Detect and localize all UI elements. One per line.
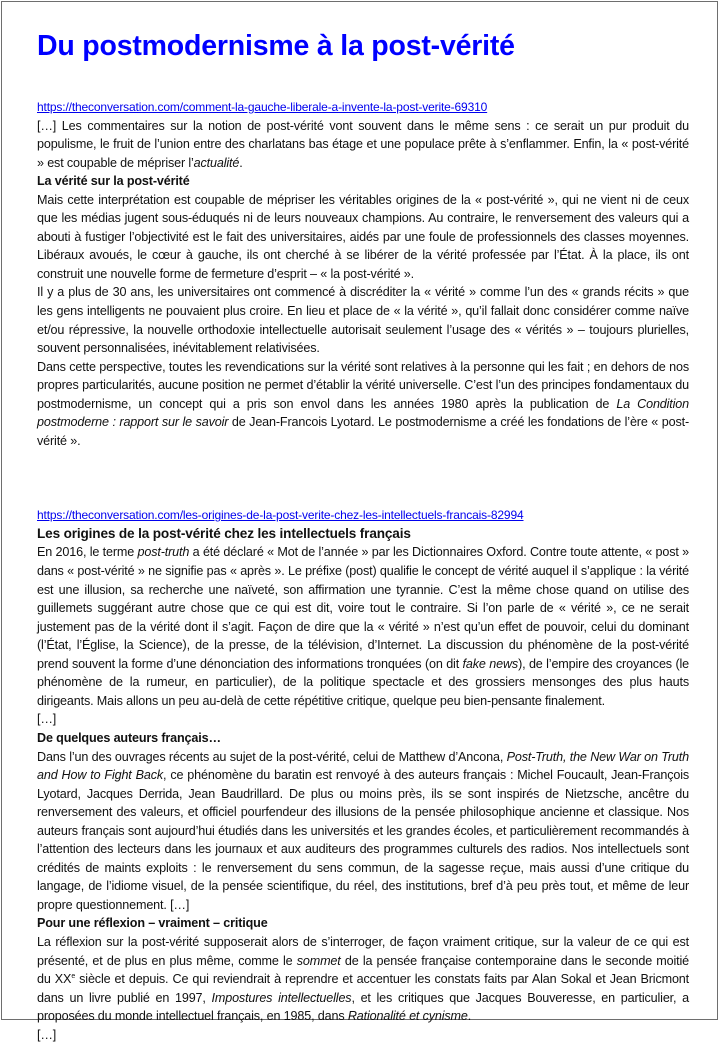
document-page (1, 1, 718, 1042)
source-link-row (37, 98, 689, 117)
section-heading: De quelques auteurs français… (37, 730, 221, 745)
article-heading: Les origines de la post-vérité chez les intellectuels français (37, 525, 411, 541)
spacer (37, 450, 689, 506)
book-title: Post-Truth, the New War on Truth and How to Fight Back (37, 749, 689, 783)
intro-paragraph: […] Les commentaires sur la notion de post-vérité vont souvent dans le même sens : ce serait un pur produit du populisme, le fruit de l’union entre des charlatans bas étage et une populace prête à s’enflammer. Enfin, la « post-vérité » est coupable de mépriser l’actualité. (37, 118, 689, 170)
book-title: La Condition postmoderne : rapport sur le savoir (37, 396, 689, 430)
ellipsis: […] (37, 1027, 57, 1042)
section-heading: La vérité sur la post-vérité (37, 174, 190, 189)
source-link-1[interactable]: https://theconversation.com/comment-la-gauche-liberale-a-invente-la-post-verite-69310 (37, 100, 488, 114)
paragraph: Dans l’un des ouvrages récents au sujet de la post-vérité, celui de Matthew d’Ancona, Post-Truth, the New War on Truth and How to Fight Back, ce phénomène du baratin est renvoyé à des auteurs français : Michel Foucault, Jean-François Lyotard, Jacques Derrida, Jean Baudrillard. De plus ou moins près, ils se sont inspirés de Nietzsche, ancêtre du renversement des valeurs, et officiel pourfendeur des illusions de la pensée philosophique ancienne et classique. Nos auteurs français sont aujourd’hui étudiés dans les universités et les grandes écoles, et particulièrement recommandés à l’attention des lecteurs dans les journaux et aux auditeurs des programmes culturels des radios. Nos intellectuels sont crédités de maints exploits : le renversement du sens commun, de la sagesse reçue, mais aussi d’une critique du langage, de l’idiome visuel, de la pensée scientifique, du réel, des institutions, bref d’à peu près tout, et même de leur propre questionnement. […] (37, 749, 689, 912)
document-body (37, 98, 689, 1044)
paragraph: Dans cette perspective, toutes les revendications sur la vérité sont relatives à la personne qui les fait ; en dehors de nos propres particularités, aucune position ne permet d’établir la vérité universelle. C’est l’un des principes fondamentaux du postmodernisme, un concept qui a pris son envol dans les années 1980 après la publication de La Condition postmoderne : rapport sur le savoir de Jean-Francois Lyotard. Le postmodernisme a créé les fondations de l’ère « post-vérité ». (37, 359, 689, 448)
book-title: Impostures intellectuelles (211, 990, 352, 1005)
paragraph: Il y a plus de 30 ans, les universitaires ont commencé à discréditer la « vérité » comme l’un des « grands récits » que les gens intelligents ne pouvaient plus croire. En lieu et place de « la vérité », qu’il fallait donc considérer comme naïve et/ou répressive, la nouvelle orthodoxie intellectuelle autorisait seulement l’usage des « vérités » – toujours plurielles, souvent personnalisées, inévitablement relativisées. (37, 285, 689, 356)
paragraph: Mais cette interprétation est coupable de mépriser les véritables origines de la « post-vérité », qui ne vient ni de ceux que les médias jugent sous-éduqués ni de leurs nouveaux champions. Au contraire, le renversement des valeurs qui a abouti à fustiger l’objectivité est le fait des universitaires, aidés par une foule de professionnels des classes moyennes. Libéraux avoués, le cœur à gauche, ils ont cherché à se libérer de la vérité professée par l’État. À la place, ils ont construit une nouvelle forme de fermeture d’esprit – « la post-vérité ». (37, 192, 689, 281)
paragraph: La réflexion sur la post-vérité supposerait alors de s’interroger, de façon vraiment critique, sur la valeur de ce qui est présenté, et de plus en plus même, comme le sommet de la pensée française contemporaine dans le seconde moitié du XXe siècle et depuis. Ce qui reviendrait à reprendre et accentuer les constats faits par Alan Sokal et Jean Bricmont dans un livre publié en 1997, Impostures intellectuelles, et les critiques que Jacques Bouveresse, en particulier, a proposées du monde intellectuel français, en 1985, dans Rationalité et cynisme. (37, 934, 689, 1024)
paragraph: En 2016, le terme post-truth a été déclaré « Mot de l’année » par les Dictionnaires Oxford. Contre toute attente, « post » dans « post-vérité » ne signifie pas « après ». Le préfixe (post) qualifie le concept de vérité auquel il s’applique : la vérité est une illusion, sa recherche une naïveté, son affirmation une tyrannie. C’est la même chose quand on utilise des guillemets suggérant autre chose que ce qui est dit, voire tout le contraire. Si l’on parle de « vérité », ce ne serait justement pas de la vérité dont il s’agit. Façon de dire que la « vérité » n’est qu’un effet de pouvoir, celui du dominant (l’État, l’Église, la Science), de la presse, de la télévision, d’Internet. La discussion du phénomène de la post-vérité prend souvent la forme d’une dénonciation des informations tronquées (on dit fake news), de l’empire des croyances (le phénomène de la rumeur, en particulier), de la politique spectacle et des grossiers mensonges des plus hauts dirigeants. Mais allons un peu au-delà de cette répétitive critique, quelque peu bien-pensante finalement. (37, 545, 689, 708)
italic-text: actualité (193, 155, 240, 170)
ellipsis: […] (37, 712, 57, 727)
document-title: Du postmodernisme à la post-vérité (37, 30, 515, 62)
source-link-2[interactable]: https://theconversation.com/les-origines-de-la-post-verite-chez-les-intellectuels-francais-82994 (37, 508, 524, 523)
source-link-row (37, 506, 689, 525)
section-heading: Pour une réflexion – vraiment – critique (37, 916, 268, 931)
book-title: Rationalité et cynisme (347, 1009, 468, 1024)
